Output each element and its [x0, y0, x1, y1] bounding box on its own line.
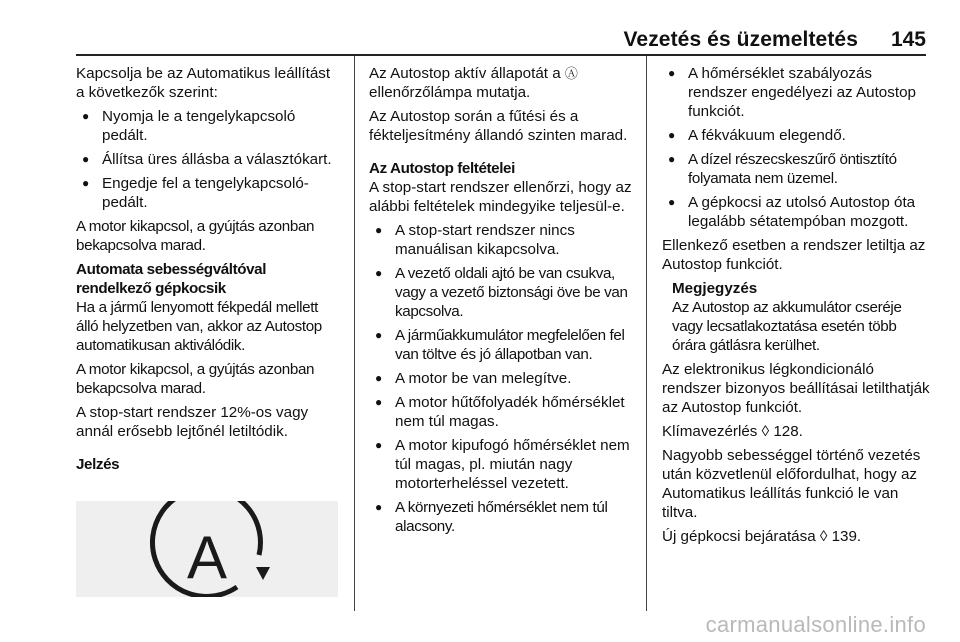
- page-number: 145: [890, 28, 926, 51]
- auto-text: Ha a jármű lenyomott fékpedál mellett álló helyzetben van, akkor az Autostop automatikusan aktiválódik.: [76, 299, 322, 354]
- note-box: [662, 279, 930, 355]
- list-item: ● Nyomja le a tengelykapcsoló pedált.: [76, 107, 342, 145]
- speed-text: Nagyobb sebességgel történő vezetés után közvetlenül előfordulhat, hogy az Automatikus leállítás funkció le van tiltva.: [662, 447, 921, 521]
- steps-list: [76, 107, 342, 212]
- column-2: [369, 64, 637, 541]
- list-item: ● A stop-start rendszer nincs manuálisan kikapcsolva.: [369, 221, 637, 259]
- intro-text: Kapcsolja be az Automatikus leállítást a következők szerint:: [76, 65, 331, 101]
- list-item: ● A járműakkumulátor megfelelően fel van töltve és jó állapotban van.: [369, 326, 637, 364]
- section-heading-automatic: Automata sebességváltóval rendelkező gépkocsik: [76, 261, 267, 297]
- icon-letter: A: [186, 524, 228, 591]
- slope-text: A stop-start rendszer 12%-os vagy annál erősebb lejtőnél letiltódik.: [76, 404, 309, 440]
- section-heading-conditions: Az Autostop feltételei: [369, 160, 515, 177]
- note-title: Megjegyzés: [672, 280, 758, 297]
- list-item: ● A dízel részecskeszűrő öntisztító folyamata nem üzemel.: [662, 150, 930, 188]
- list-item: ● A gépkocsi az utolsó Autostop óta legalább sétatempóban mozgott.: [662, 193, 930, 231]
- heat-text: Az Autostop során a fűtési és a fékteljesítmény állandó szinten marad.: [369, 108, 628, 144]
- otherwise-text: Ellenkező esetben a rendszer letiltja az Autostop funkciót.: [662, 237, 926, 273]
- autostop-icon: [76, 501, 338, 597]
- watermark: carmanualsonline.info: [705, 612, 926, 637]
- conditions-list: [369, 221, 637, 536]
- active-text: [369, 64, 637, 102]
- list-item: ● A motor hűtőfolyadék hőmérséklet nem túl magas.: [369, 393, 637, 431]
- list-item: ● A motor be van melegítve.: [369, 369, 637, 388]
- column-divider-1: [354, 56, 355, 611]
- list-item: ● A fékvákuum elegendő.: [662, 126, 930, 145]
- list-item: ● A vezető oldali ajtó be van csukva, vagy a vezető biztonsági öve be van kapcsolva.: [369, 264, 637, 321]
- list-item: ● A hőmérséklet szabályozás rendszer engedélyezi az Autostop funkciót.: [662, 64, 930, 121]
- list-item: ● Engedje fel a tengelykapcsoló-pedált.: [76, 174, 342, 212]
- auto-result-text: A motor kikapcsol, a gyújtás azonban bekapcsolva marad.: [76, 361, 315, 397]
- list-item: ● A motor kipufogó hőmérséklet nem túl magas, pl. miután nagy motorterheléssel vezetett.: [369, 436, 637, 493]
- column-divider-2: [646, 56, 647, 611]
- active-text-start: Az Autostop aktív állapotát a: [369, 65, 561, 82]
- break-in-reference-link[interactable]: Új gépkocsi bejáratása ◊ 139.: [662, 528, 862, 545]
- result-text: A motor kikapcsol, a gyújtás azonban bekapcsolva marad.: [76, 218, 315, 254]
- column-1: [76, 64, 342, 474]
- ac-text: Az elektronikus légkondicionáló rendszer bizonyos beállításai letilthatják az Autostop funkciót.: [662, 361, 930, 416]
- active-text-end: ellenőrzőlámpa mutatja.: [369, 84, 531, 101]
- header-divider: [76, 54, 926, 56]
- climate-reference-link[interactable]: Klímavezérlés ◊ 128.: [662, 423, 803, 440]
- conditions-intro: A stop-start rendszer ellenőrzi, hogy az alábbi feltételek mindegyike teljesül-e.: [369, 179, 632, 215]
- column-3: [662, 64, 930, 551]
- autostop-indicator-figure: [76, 501, 338, 597]
- list-item: ● A környezeti hőmérséklet nem túl alacsony.: [369, 498, 637, 536]
- page-header-title: Vezetés és üzemeltetés: [623, 28, 858, 51]
- list-item: ● Állítsa üres állásba a választókart.: [76, 150, 342, 169]
- section-heading-signal: Jelzés: [76, 456, 120, 473]
- conditions-list-continued: [662, 64, 930, 231]
- note-text: Az Autostop az akkumulátor cseréje vagy lecsatlakoztatása esetén több órára gátlásra kerülhet.: [672, 299, 902, 354]
- autostop-indicator-icon: Ⓐ: [564, 66, 578, 81]
